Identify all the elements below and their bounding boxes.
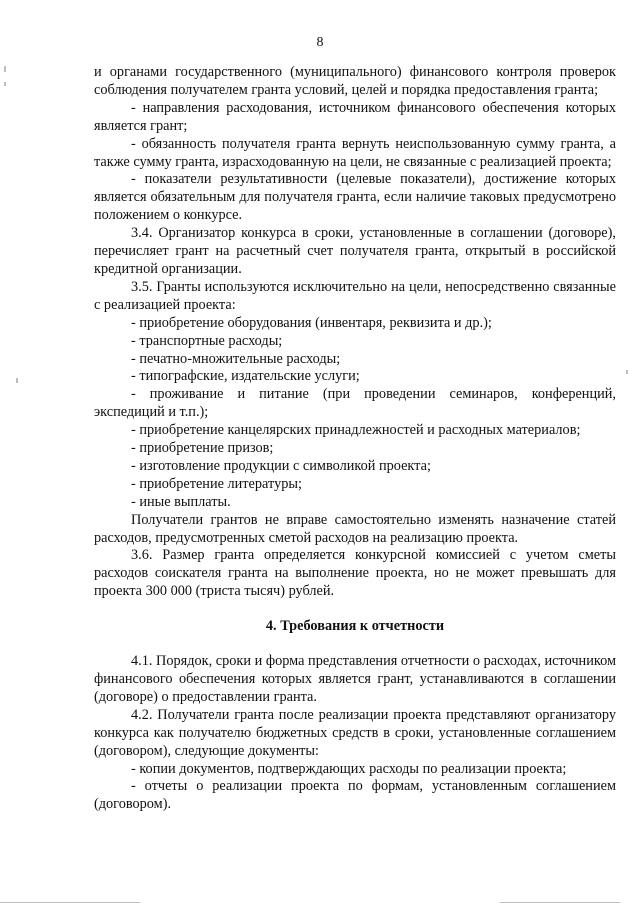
page-number: 8 [316, 35, 324, 50]
paragraph: - направления расходования, источником финансового обеспечения которых является грант; [94, 99, 616, 134]
list-item: - типографские, издательские услуги; [131, 368, 360, 385]
section-heading: 4. Требования к отчетности [265, 618, 445, 635]
paragraph: 3.6. Размер гранта определяется конкурсной комиссией с учетом сметы расходов соискателя гранта на выполнение проекта, но не может превышать для проекта 300 000 (триста тысяч) рублей. [94, 547, 616, 600]
list-item: - приобретение литературы; [131, 475, 302, 492]
scan-edge-mark [16, 378, 18, 383]
list-item: - приобретение призов; [131, 440, 274, 457]
list-item: - изготовление продукции с символикой проекта; [131, 457, 431, 474]
paragraph: - проживание и питание (при проведении семинаров, конференций, экспедиций и т.п.); [94, 386, 616, 421]
paragraph: Получатели грантов не вправе самостоятельно изменять назначение статей расходов, предусмотренных сметой расходов на реализацию проекта. [94, 511, 616, 546]
scan-edge-mark [4, 82, 6, 86]
list-item: - копии документов, подтверждающих расходы по реализации проекта; [131, 760, 567, 777]
paragraph: - отчеты о реализации проекта по формам, установленным соглашением (договором). [94, 778, 616, 813]
paragraph: 3.5. Гранты используются исключительно на цели, непосредственно связанные с реализацией проекта: [94, 278, 616, 313]
list-item: - приобретение канцелярских принадлежностей и расходных материалов; [131, 422, 581, 439]
scan-bottom-line [500, 902, 620, 903]
paragraph: - обязанность получателя гранта вернуть неиспользованную сумму гранта, а также сумму гранта, израсходованную на цели, не связанные с реализацией проекта; [94, 135, 616, 170]
scan-edge-mark [4, 66, 6, 72]
list-item: - печатно-множительные расходы; [131, 350, 341, 367]
scan-edge-mark [626, 370, 628, 374]
list-item: - иные выплаты. [131, 493, 231, 510]
paragraph: - показатели результативности (целевые показатели), достижение которых является обязательным для получателя гранта, если наличие таковых предусмотрено положением о конкурсе. [94, 171, 616, 224]
list-item: - приобретение оборудования (инвентаря, реквизита и др.); [131, 314, 492, 331]
list-item: - транспортные расходы; [131, 332, 283, 349]
scan-bottom-line [0, 902, 140, 903]
paragraph: 3.4. Организатор конкурса в сроки, установленные в соглашении (договоре), перечисляет грант на расчетный счет получателя гранта, открытый в российской кредитной организации. [94, 225, 616, 277]
document-body [94, 64, 616, 814]
paragraph: 4.2. Получатели гранта после реализации проекта представляют организатору конкурса как получателю бюджетных средств в сроки, установленные соглашением (договором), следующие документы: [94, 706, 616, 759]
paragraph: 4.1. Порядок, сроки и форма представления отчетности о расходах, источником финансового обеспечения которых является грант, устанавливаются в соглашении (договоре) о предоставлении гранта. [94, 653, 616, 705]
paragraph: и органами государственного (муниципального) финансового контроля проверок соблюдения получателем гранта условий, целей и порядка предоставления гранта; [94, 64, 616, 98]
